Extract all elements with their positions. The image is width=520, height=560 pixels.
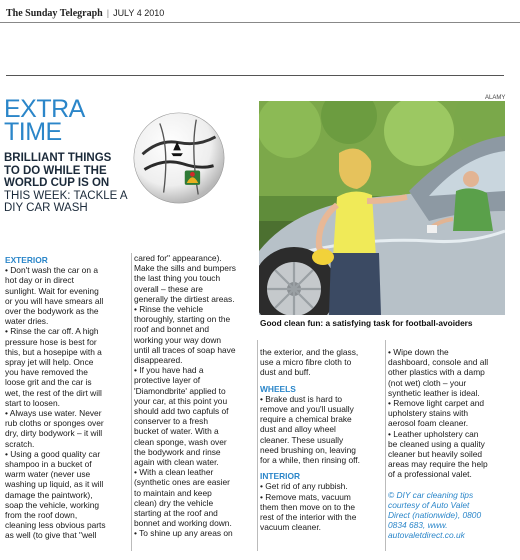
body-line: this, but a hosepipe with a [5,346,102,357]
body-line: thoroughly, starting on the [134,314,231,325]
body-line: from the roof down, [5,510,78,521]
body-line: working your way down [134,334,222,345]
body-line: • Don't wash the car on a [5,265,98,276]
masthead [6,8,164,19]
headline-line: BRILLIANT THINGS [4,152,112,164]
body-line: vacuum cleaner. [260,522,321,533]
body-line: other plastics with a damp [388,367,485,378]
body-line: • If you have had a [134,365,204,376]
body-line: water dries. [5,316,49,327]
body-line: again with clean water. [134,457,219,468]
body-line: cared for" appearance). [134,253,222,263]
body-line: • Rinse the car off. A high [5,326,99,337]
body-line: for a while, then rinsing off. [260,455,360,466]
body-line: dust and alloy wheel [260,424,336,435]
body-line: • Rinse the vehicle [134,304,204,315]
headline-line: WORLD CUP IS ON [4,177,110,189]
body-line: damage the paintwork), [5,489,93,500]
body-line: cleaner but heavily soiled [388,449,483,460]
body-line: • With a clean leather [134,467,214,478]
body-line: • Wipe down the [388,347,449,357]
body-line: until all traces of soap have [134,344,236,355]
body-line: • Leather upholstery can [388,428,479,439]
section-heading-exterior: EXTERIOR [5,255,48,265]
masthead-separator: | [106,8,110,18]
body-line: the exterior, and the glass, [260,347,359,357]
body-line: the last thing you touch [134,273,221,284]
body-line: over the bodywork as the [5,306,99,317]
body-line: conserver to a fresh [134,416,209,427]
body-line: of a professional valet. [388,469,472,480]
body-line: • Get rid of any rubbish. [260,481,348,492]
body-line: rub cloths or sponges over [5,418,104,429]
body-line: you have removed the [5,367,88,378]
body-line: start to loosen. [5,397,60,408]
body-line: hot day or in direct [5,275,74,286]
body-line: upholstery stains with [388,408,469,419]
headline-line: TO DO WHILE THE [4,164,107,177]
body-line: them then move on to the [260,501,355,512]
body-line: be cleaned using a quality [388,438,485,449]
body-line: scratch. [5,438,35,449]
body-line: cleaning less obvious parts [5,520,106,531]
kicker-line: EXTRA [4,95,85,123]
column-divider [385,340,386,551]
body-line: bucket of water. With a [134,426,219,437]
body-line: (not wet) cloth – your [388,377,467,388]
body-line: dry, dirty bodywork – it will [5,428,103,439]
body-line: should add two capfuls of [134,406,229,417]
body-line: • Remove light carpet and [388,398,485,409]
body-line: or you will have smears all [5,295,104,306]
body-line: sunlight. Wait for evening [5,285,99,296]
body-line: your car, at this point you [134,395,228,406]
body-line: protective layer of [134,375,201,386]
photo-caption: Good clean fun: a satisfying task for football-avoiders [260,318,473,328]
body-line: (synthetic ones are easier [134,477,230,488]
body-line: areas may require the help [388,459,488,470]
newspaper-name: The Sunday Telegraph [6,8,103,19]
photo-credit: ALAMY [485,95,506,101]
body-line: disappeared. [134,355,183,366]
issue-date: JULY 4 2010 [113,8,165,18]
headline-subline: THIS WEEK: TACKLE A [4,189,128,202]
body-line: synthetic leather is ideal. [388,387,480,398]
car-wash-photo [259,101,505,315]
body-line: cleaner. These usually [260,434,344,445]
section-heading-interior: INTERIOR [260,471,301,482]
column-interior-continued [388,347,512,541]
body-line: dashboard, console and all [388,357,489,368]
column-divider [257,340,258,551]
article-headline [4,152,132,215]
body-line: 'Diamondbrite' applied to [134,385,226,396]
column-exterior-continued [134,253,256,539]
body-line: • Using a good quality car [5,448,101,459]
body-line: generally the dirtiest areas. [134,293,235,304]
body-line: the bodywork and rinse [134,446,221,457]
headline-subline: DIY CAR WASH [4,202,88,214]
body-line: roof and bonnet and [134,324,209,335]
body-line: • Always use water. Never [5,408,102,419]
column-exterior [5,253,129,541]
credit-line: © DIY car cleaning tips [388,489,474,500]
body-line: remove and you'll usually [260,404,354,415]
body-line: overall – these are [134,283,203,294]
body-line: starting at the roof and [134,508,218,519]
body-line: shampoo in a bucket of [5,459,92,470]
body-line: dust and buff. [260,367,311,378]
body-line: spray jet will help. Once [5,357,94,368]
credit-line: autovaletdirect.co.uk [388,530,465,541]
body-line: soap the vehicle, working [5,499,100,510]
credit-line: 0834 683, www. [388,520,448,531]
body-line: aerosol foam cleaner. [388,418,469,429]
body-line: need brushing on, leaving [260,444,356,455]
credit-line: Direct (nationwide), 0800 [388,510,482,521]
body-line: clean) dry the vehicle [134,497,214,508]
section-heading-wheels: WHEELS [260,383,296,394]
body-line: • To shine up any areas on [134,528,233,539]
kicker-line: TIME [4,118,62,146]
column-wheels-interior [260,347,384,532]
body-line: bonnet and working down. [134,518,232,529]
column-divider [131,253,132,551]
body-line: as well (to give that "well [5,530,97,541]
body-line: • Remove mats, vacuum [260,491,351,502]
body-line: loose grit and the car is [5,377,92,388]
football-image [131,110,227,206]
body-line: washing up liquid, as it will [5,479,104,490]
masthead-rule [0,22,520,23]
body-line: pressure hose is best for [5,336,97,347]
body-line: warm water (never use [5,469,91,480]
body-line: clean sponge, wash over [134,436,227,447]
section-top-rule [6,75,504,76]
body-line: rest of the interior with the [260,512,357,523]
body-line: • Brake dust is hard to [260,393,343,404]
body-line: require a chemical brake [260,414,352,425]
body-line: to maintain and keep [134,487,212,498]
section-kicker [4,95,85,146]
body-line: Make the sills and bumpers [134,263,236,274]
body-line: wet, the rest of the dirt will [5,387,102,398]
body-line: use a micro fibre cloth to [260,357,352,368]
credit-line: courtesy of Auto Valet [388,499,470,510]
